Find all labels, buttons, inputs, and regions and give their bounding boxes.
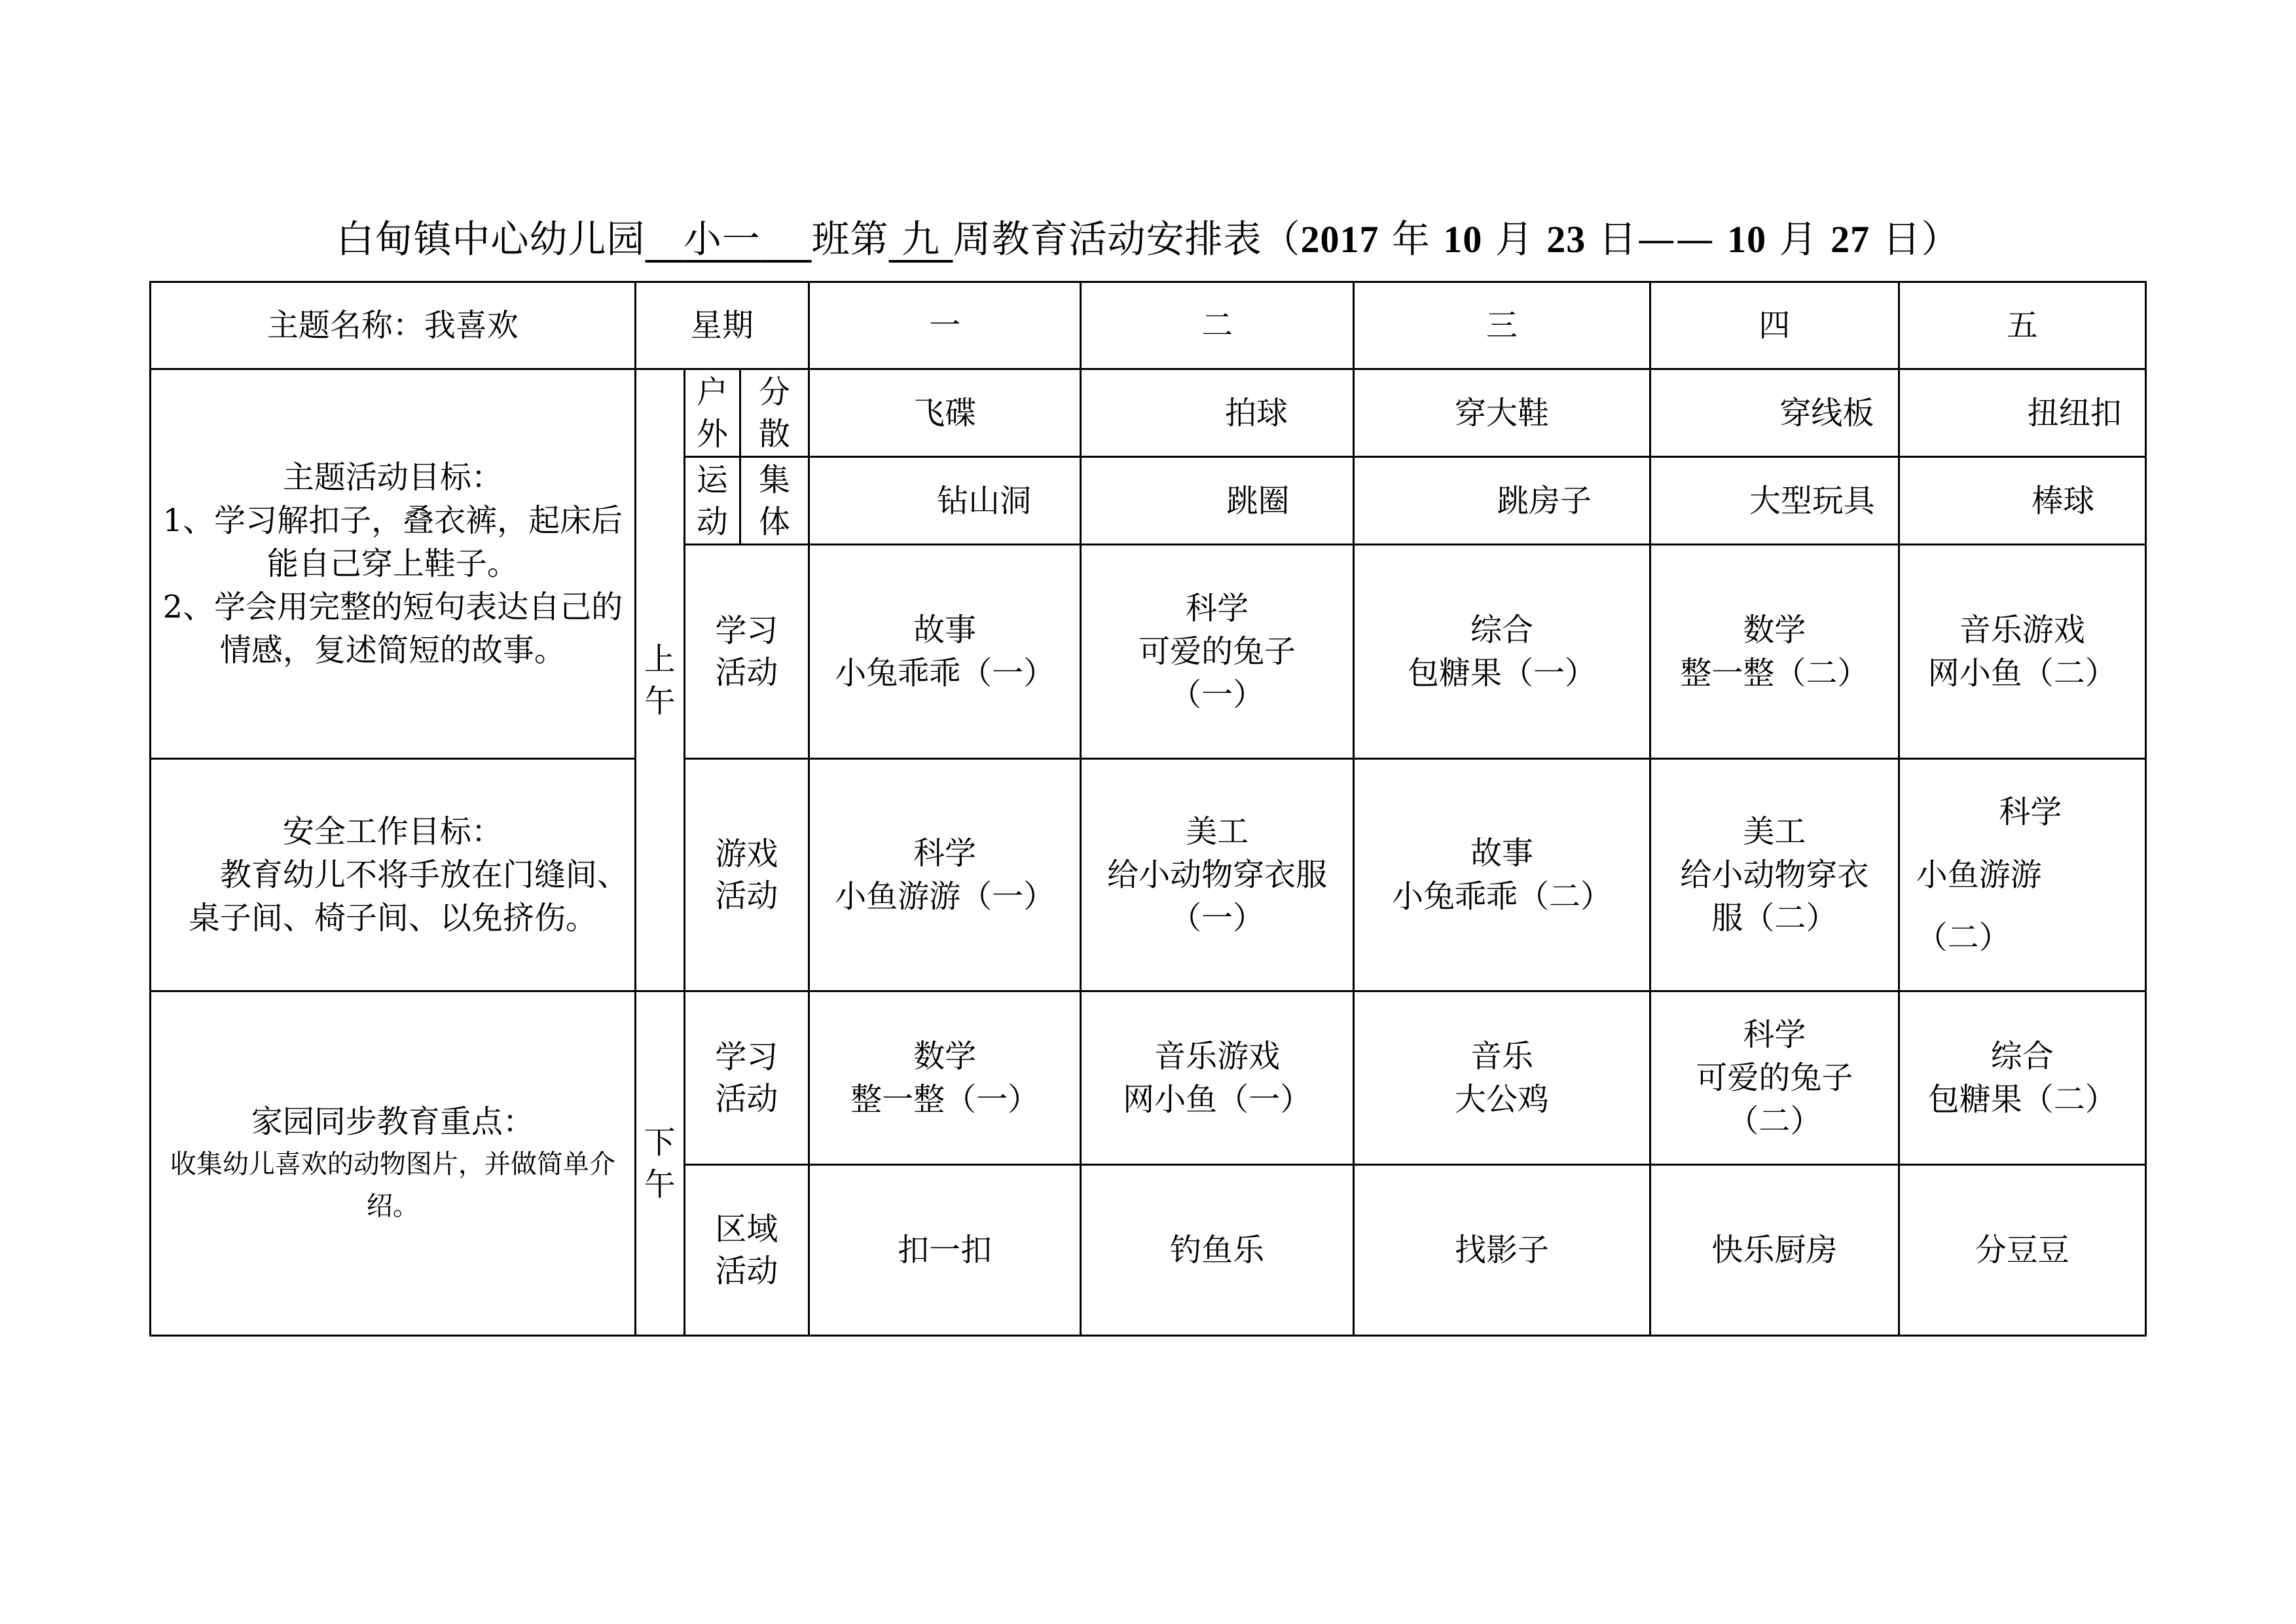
- safety-text: 教育幼儿不将手放在门缝间、桌子间、椅子间、以免挤伤。: [188, 857, 629, 936]
- pm-area-item-2: 钓鱼乐: [1081, 1165, 1353, 1336]
- am-game-2-topic: 给小动物穿衣服: [1107, 857, 1328, 893]
- am-game-2-subject: 美工: [1186, 813, 1249, 850]
- pm-study-4-part: （二）: [1727, 1103, 1822, 1139]
- scatter-char-1: 分: [758, 373, 790, 411]
- pm-study-1-topic: 整一整（一）: [850, 1081, 1040, 1118]
- pm-study-cell-1: [809, 991, 1080, 1165]
- am-game-label-2: 活动: [715, 877, 778, 914]
- title-class: 小一: [683, 217, 761, 261]
- pm-study-1-subject: 数学: [913, 1038, 977, 1075]
- scatter-item-4: 穿线板: [1650, 369, 1899, 457]
- pm-study-cell-4: [1650, 991, 1899, 1165]
- am-game-cell-3: [1353, 759, 1650, 991]
- title-start-day: 23: [1546, 218, 1586, 261]
- theme-goal-2: 2、学会用完整的短句表达自己的情感，复述简短的故事。: [162, 589, 623, 669]
- pm-study-cell-3: [1353, 991, 1650, 1165]
- theme-name-label: 主题名称：: [266, 307, 424, 344]
- scatter-label: [740, 369, 809, 457]
- outdoor-char-4: 动: [696, 503, 728, 540]
- morning-char-1: 上: [644, 640, 676, 678]
- am-study-2-subject: 科学: [1186, 590, 1249, 627]
- am-study-5-subject: 音乐游戏: [1959, 612, 2085, 648]
- title-end-month: 10: [1727, 218, 1767, 261]
- pm-study-2-subject: 音乐游戏: [1154, 1038, 1281, 1075]
- am-study-5-topic: 网小鱼（二）: [1927, 655, 2117, 692]
- pm-study-3-subject: 音乐: [1470, 1038, 1533, 1075]
- am-game-4-topic: 给小动物穿衣: [1680, 857, 1869, 893]
- am-game-5-subject: 科学: [1999, 794, 2062, 830]
- title-class-blank: [646, 217, 812, 261]
- group-char-2: 体: [758, 503, 790, 540]
- title-week-blank: [889, 217, 953, 261]
- am-study-3-topic: 包糖果（一）: [1407, 655, 1596, 692]
- day-1: 一: [809, 282, 1080, 369]
- pm-study-5-topic: 包糖果（二）: [1927, 1081, 2117, 1118]
- pm-study-5-subject: 综合: [1990, 1038, 2054, 1075]
- am-study-cell-1: [809, 545, 1080, 759]
- pm-study-3-topic: 大公鸡: [1454, 1081, 1549, 1118]
- am-game-3-topic: 小兔乖乖（二）: [1391, 878, 1612, 915]
- home-cell: [151, 991, 636, 1336]
- outdoor-char-2: 外: [696, 415, 728, 452]
- day-3: 三: [1353, 282, 1650, 369]
- pm-area-item-5: 分豆豆: [1899, 1165, 2145, 1336]
- am-game-cell-5: [1899, 759, 2145, 991]
- theme-name-value: 我喜欢: [424, 307, 519, 344]
- pm-study-cell-2: [1081, 991, 1353, 1165]
- title-day-char-1: 日——: [1598, 217, 1715, 261]
- scatter-char-2: 散: [758, 415, 790, 452]
- theme-name-cell: [151, 282, 636, 369]
- title-start-month: 10: [1443, 218, 1483, 261]
- afternoon-char-2: 午: [644, 1166, 676, 1203]
- pm-study-4-subject: 科学: [1743, 1016, 1806, 1053]
- outdoor-scatter-row: [151, 369, 2146, 457]
- scatter-item-1: 飞碟: [809, 369, 1080, 457]
- pm-study-cell-5: [1899, 991, 2145, 1165]
- am-study-3-subject: 综合: [1470, 612, 1533, 648]
- am-game-cell-1: [809, 759, 1080, 991]
- title-month-char-1: 月: [1495, 217, 1534, 261]
- am-game-label: [684, 759, 809, 991]
- am-game-5-part: （二）: [1916, 919, 2011, 956]
- pm-study-2-topic: 网小鱼（一）: [1123, 1081, 1312, 1118]
- am-game-cell-2: [1081, 759, 1353, 991]
- title-year-char: 年: [1391, 217, 1430, 261]
- home-label: 家园同步教育重点：: [251, 1103, 534, 1140]
- outdoor-char-1: 户: [696, 373, 728, 411]
- title-year: 2017: [1300, 218, 1379, 261]
- title-week: 九: [902, 217, 941, 261]
- am-study-label-1: 学习: [715, 612, 778, 649]
- am-study-label-2: 活动: [715, 654, 778, 691]
- group-item-1: 钻山洞: [809, 457, 1080, 545]
- am-study-cell-5: [1899, 545, 2145, 759]
- am-game-row: [151, 759, 2146, 991]
- am-study-cell-2: [1081, 545, 1353, 759]
- am-study-2-part: （一）: [1170, 676, 1265, 713]
- theme-goal-1: 1、学习解扣子，叠衣裤，起床后能自己穿上鞋子。: [162, 502, 623, 582]
- am-study-label: [684, 545, 809, 759]
- title-week-suffix: 周教育活动安排表（: [953, 217, 1301, 261]
- pm-study-4-topic: 可爱的兔子: [1696, 1060, 1853, 1096]
- scatter-item-2: 拍球: [1081, 369, 1353, 457]
- page-title: [0, 213, 2296, 266]
- am-game-2-part: （一）: [1170, 900, 1265, 936]
- am-game-1-topic: 小鱼游游（一）: [835, 878, 1055, 915]
- am-study-cell-4: [1650, 545, 1899, 759]
- am-study-4-subject: 数学: [1743, 612, 1806, 648]
- am-game-cell-4: [1650, 759, 1899, 991]
- am-game-label-1: 游戏: [715, 836, 778, 872]
- pm-area-label: [684, 1165, 809, 1336]
- safety-label: 安全工作目标：: [282, 813, 503, 850]
- am-game-3-subject: 故事: [1470, 835, 1533, 872]
- pm-study-label-1: 学习: [715, 1039, 778, 1075]
- theme-goal-cell: [151, 369, 636, 759]
- group-item-2: 跳圈: [1081, 457, 1353, 545]
- title-day-char-2: 日）: [1882, 217, 1960, 261]
- am-game-4-subject: 美工: [1743, 813, 1806, 850]
- afternoon-label: [635, 991, 684, 1336]
- group-char-1: 集: [758, 461, 790, 498]
- am-study-1-topic: 小兔乖乖（一）: [835, 655, 1055, 692]
- title-month-char-2: 月: [1779, 217, 1818, 261]
- pm-area-label-2: 活动: [715, 1253, 778, 1289]
- theme-goal-label: 主题活动目标：: [282, 459, 503, 496]
- safety-cell: [151, 759, 636, 991]
- outdoor-char-3: 运: [696, 461, 728, 498]
- outdoor-label-top: [684, 369, 740, 457]
- am-game-1-subject: 科学: [913, 835, 977, 872]
- header-row: [151, 282, 2146, 369]
- day-5: 五: [1899, 282, 2145, 369]
- group-label: [740, 457, 809, 545]
- home-text: 收集幼儿喜欢的动物图片，并做简单介绍。: [170, 1149, 615, 1221]
- pm-area-item-1: 扣一扣: [809, 1165, 1080, 1336]
- pm-study-label-2: 活动: [715, 1080, 778, 1117]
- schedule-table: [149, 281, 2147, 1337]
- pm-study-row: [151, 991, 2146, 1165]
- group-item-3: 跳房子: [1353, 457, 1650, 545]
- am-study-1-subject: 故事: [913, 612, 977, 648]
- day-2: 二: [1081, 282, 1353, 369]
- morning-label: [635, 369, 684, 991]
- am-game-4-part: 服（二）: [1711, 900, 1838, 936]
- afternoon-char-1: 下: [644, 1124, 676, 1161]
- title-end-day: 27: [1831, 218, 1870, 261]
- day-4: 四: [1650, 282, 1899, 369]
- title-school: 白甸镇中心幼儿园: [336, 217, 646, 261]
- scatter-item-3: 穿大鞋: [1353, 369, 1650, 457]
- morning-char-2: 午: [644, 682, 676, 720]
- am-study-4-topic: 整一整（二）: [1680, 655, 1869, 692]
- am-study-2-topic: 可爱的兔子: [1139, 633, 1296, 670]
- group-item-4: 大型玩具: [1650, 457, 1899, 545]
- scatter-item-5: 扭纽扣: [1899, 369, 2145, 457]
- pm-study-label: [684, 991, 809, 1165]
- title-class-suffix: 班第: [811, 217, 889, 261]
- am-game-5-topic: 小鱼游游: [1916, 857, 2042, 893]
- am-study-cell-3: [1353, 545, 1650, 759]
- weekday-label: 星期: [635, 282, 809, 369]
- group-item-5: 棒球: [1899, 457, 2145, 545]
- pm-area-label-1: 区域: [715, 1211, 778, 1247]
- outdoor-label-bottom: [684, 457, 740, 545]
- pm-area-item-3: 找影子: [1353, 1165, 1650, 1336]
- pm-area-item-4: 快乐厨房: [1650, 1165, 1899, 1336]
